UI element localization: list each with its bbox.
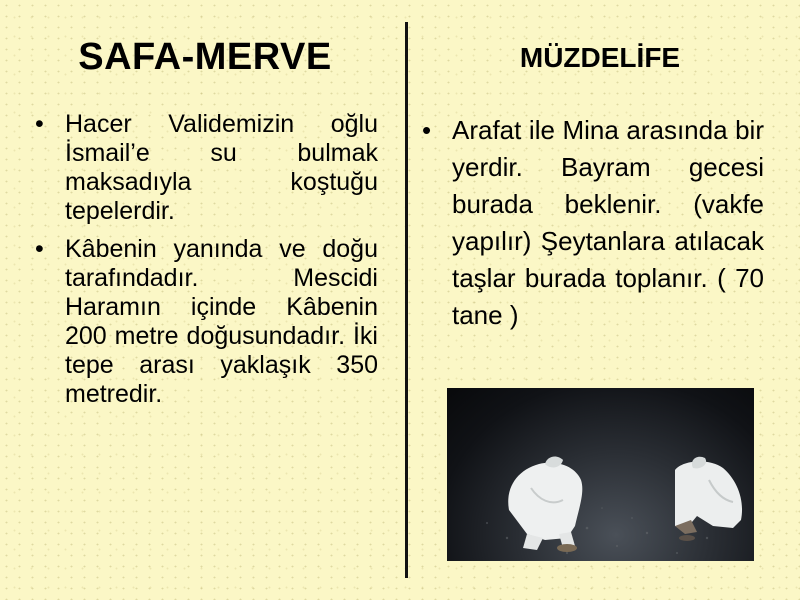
left-bullet-text: Hacer Validemizin oğlu İsmail’e su bulmak maksadıyla koştuğu tepelerdir. xyxy=(65,110,378,225)
left-bullet-item xyxy=(35,235,378,409)
bullet-icon: • xyxy=(35,235,44,263)
bullet-icon: • xyxy=(422,115,432,145)
left-bullet-text: Kâbenin yanında ve doğu tarafındadır. Mescidi Haramın içinde Kâbenin 200 metre doğusundadır. İki tepe arası yaklaşık 350 metredir. xyxy=(65,235,378,408)
left-pilgrim-figure xyxy=(508,457,582,552)
pilgrims-collecting-pebbles-photo xyxy=(447,388,754,561)
left-title: SAFA-MERVE xyxy=(78,36,332,78)
right-bullet-item xyxy=(422,112,764,334)
right-title: MÜZDELİFE xyxy=(519,42,681,73)
right-pilgrim-figure xyxy=(675,457,742,541)
column-divider xyxy=(405,22,408,578)
bullet-icon: • xyxy=(35,110,44,138)
right-bullet-list xyxy=(422,112,764,334)
right-bullet-text: Arafat ile Mina arasında bir yerdir. Bayram gecesi burada beklenir. (vakfe yapılır) Şeytanlara atılacak taşlar burada toplanır. ( 70 tane ) xyxy=(452,115,764,330)
left-bullet-list xyxy=(35,110,378,418)
left-bullet-item xyxy=(35,110,378,226)
photo-illustration xyxy=(447,388,754,561)
